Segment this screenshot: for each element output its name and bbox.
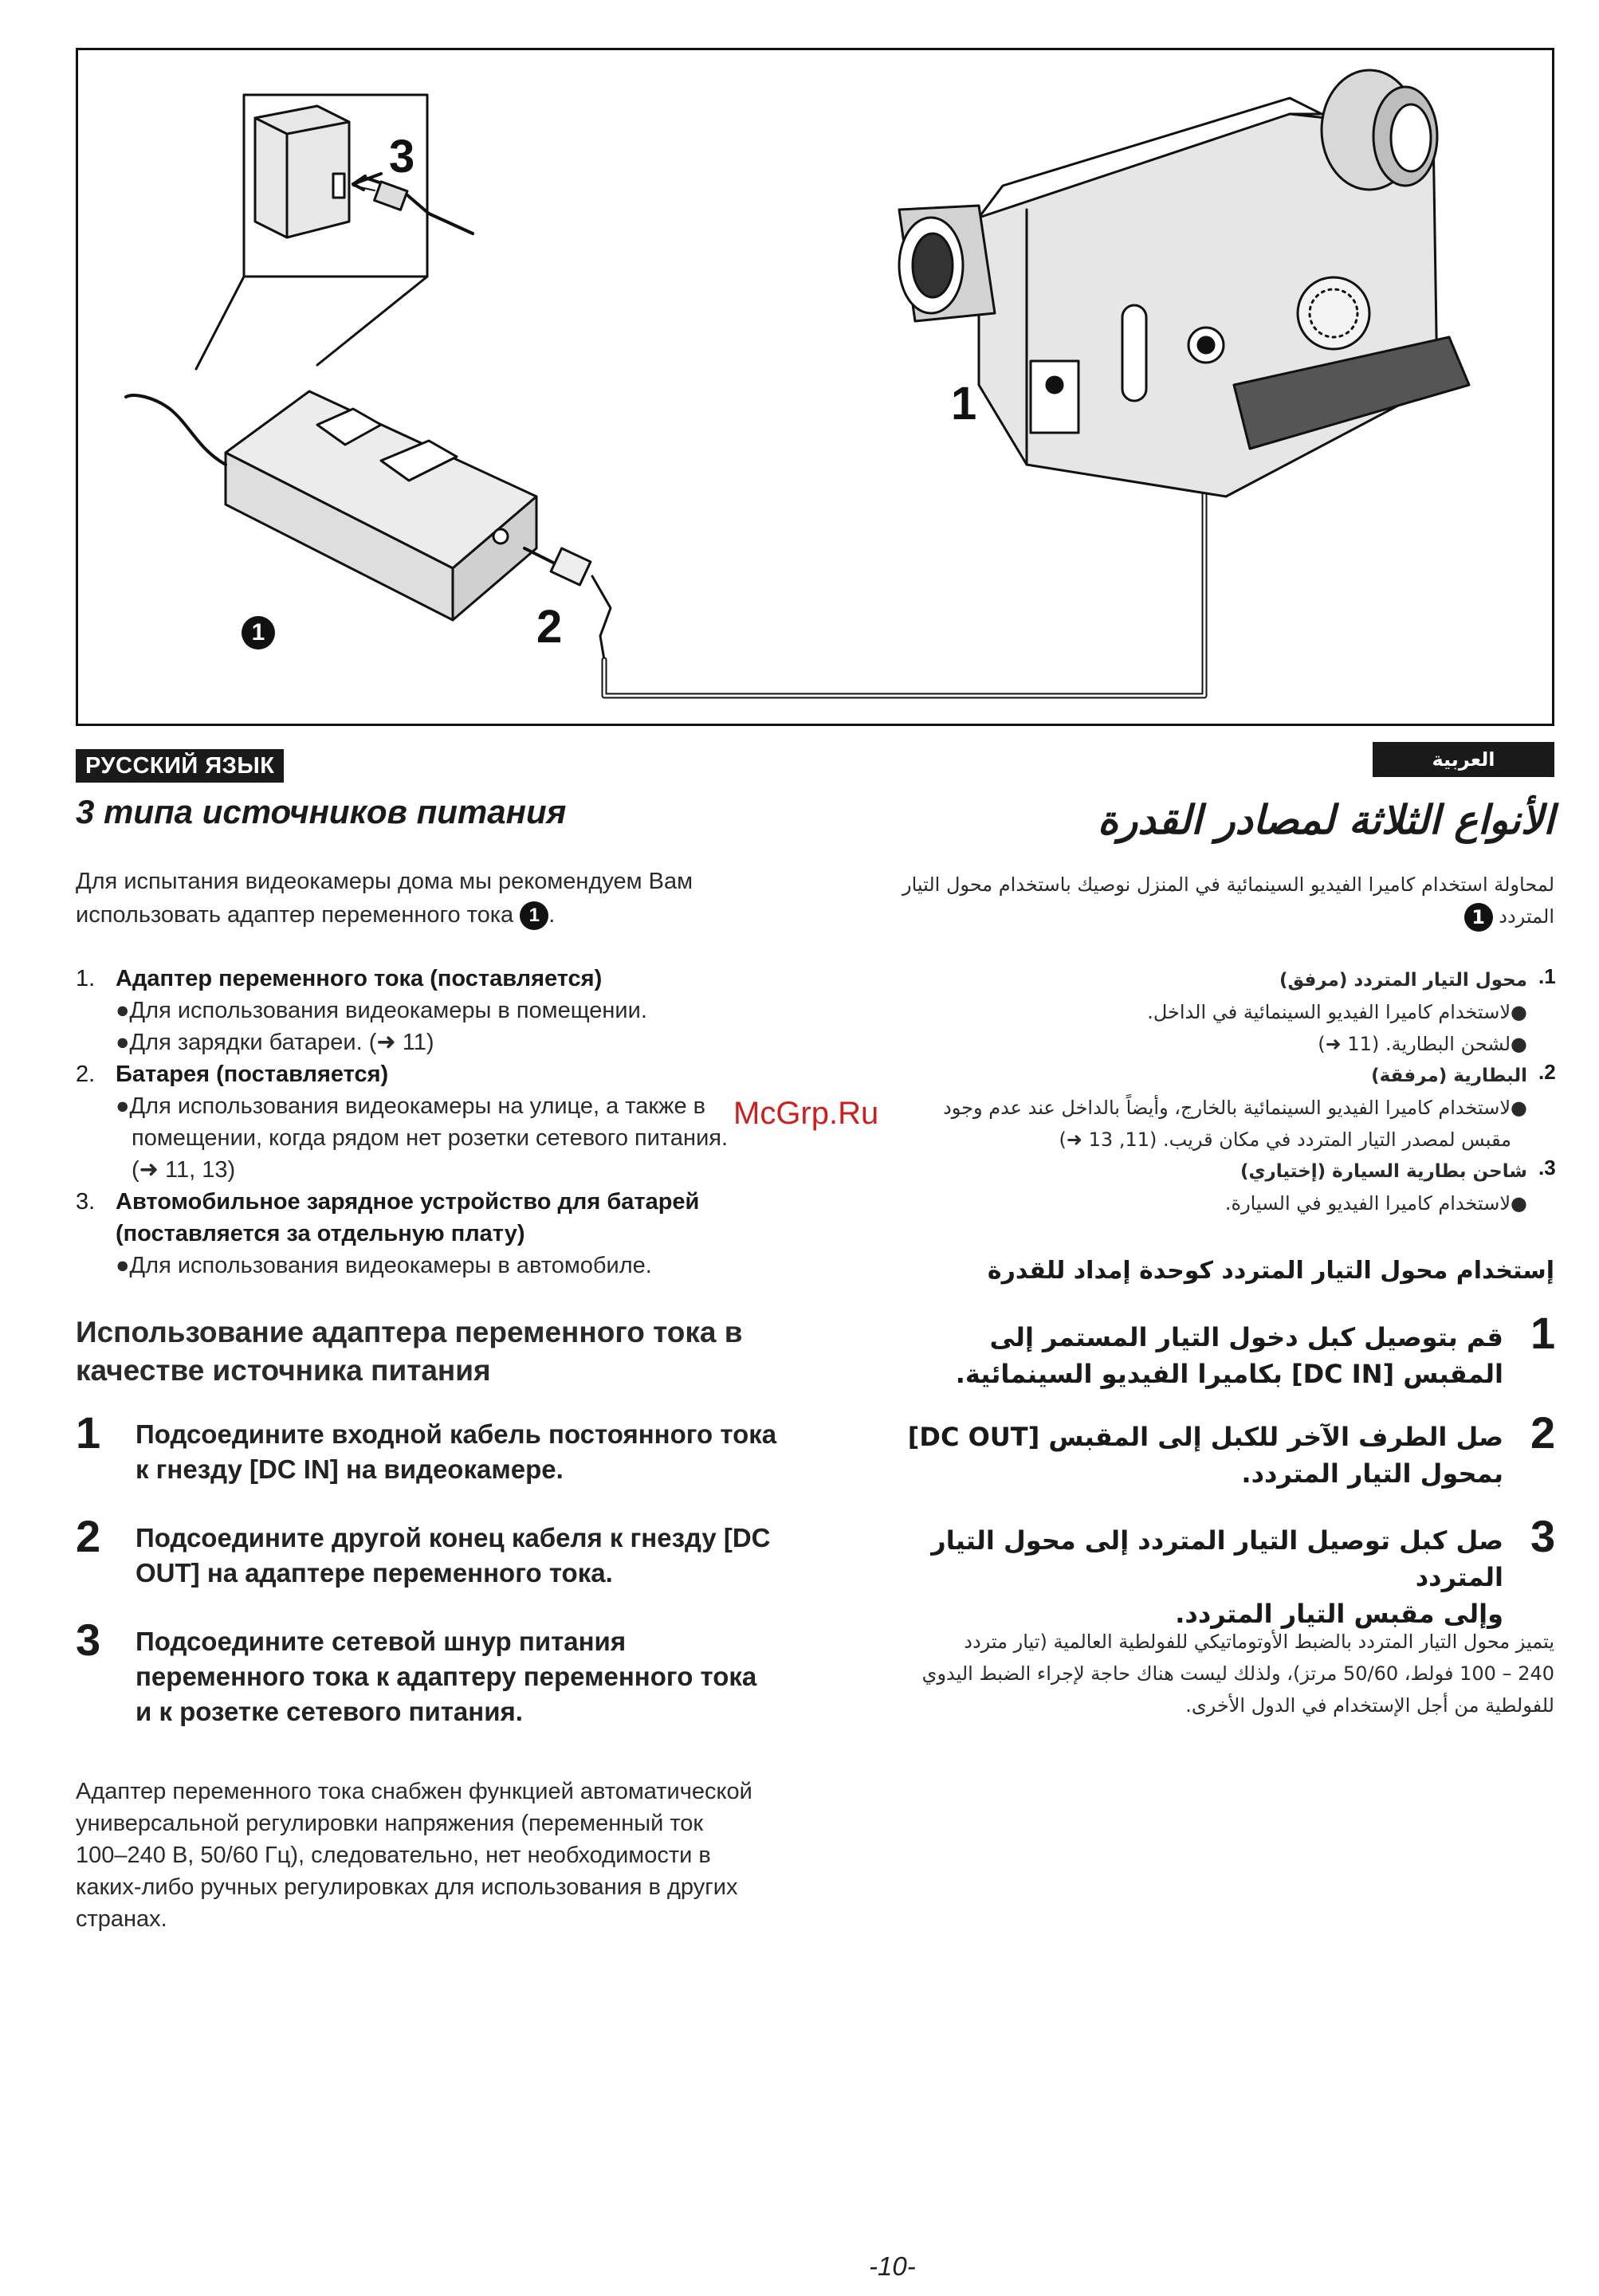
arabic-title: الأنواع الثلاثة لمصادر القدرة bbox=[1097, 797, 1554, 843]
illustration-frame bbox=[76, 48, 1554, 726]
arabic-list-number: .3 bbox=[1538, 1156, 1556, 1179]
arabic-intro: لمحاولة استخدام كاميرا الفيديو السينمائية في المنزل نوصيك باستخدام محول التيار المتردد 1 bbox=[901, 869, 1554, 932]
callout-2: 2 bbox=[536, 601, 563, 653]
list-bullet-ref: (➜ 11, 13) bbox=[132, 1157, 236, 1183]
arabic-list-number: .1 bbox=[1538, 964, 1556, 988]
callout-3: 3 bbox=[389, 131, 415, 183]
russian-note: Адаптер переменного тока снабжен функцией автоматической универсальной регулировки напряжения (переменный ток 100–240 В, 50/60 Гц), следовательно, нет необходимости в каких-либо ручных регулировках для использования в других странах. bbox=[76, 1779, 752, 1932]
list-bullet: ●Для использования видеокамеры в помещении. bbox=[116, 998, 647, 1023]
callout-1: 1 bbox=[951, 378, 977, 430]
intro-circle-number: 1 bbox=[520, 901, 548, 930]
russian-intro bbox=[76, 865, 873, 932]
list-heading: Адаптер переменного тока (поставляется) bbox=[116, 966, 603, 991]
arabic-list-heading: شاحن بطارية السيارة (إختياري) bbox=[1240, 1161, 1527, 1182]
list-bullet: ●Для зарядки батареи. (➜ 11) bbox=[116, 1030, 434, 1055]
russian-subheading: Использование адаптера переменного тока в качестве источника питания bbox=[76, 1316, 743, 1387]
russian-step-text: Подсоедините сетевой шнур питания переменного тока к адаптеру переменного тока и к розетке сетевого питания. bbox=[136, 1627, 757, 1726]
watermark: McGrp.Ru bbox=[733, 1096, 879, 1131]
power-connection-diagram bbox=[78, 50, 1552, 724]
intro-circle-number: 1 bbox=[1464, 903, 1493, 932]
arabic-list-heading: البطارية (مرفقة) bbox=[1371, 1066, 1527, 1086]
arabic-bullet: ●لشحن البطارية. (11 ➜) bbox=[1318, 1033, 1527, 1055]
russian-title: 3 типа источников питания bbox=[76, 793, 567, 830]
arabic-subheading: إستخدام محول التيار المتردد كوحدة إمداد للقدرة bbox=[987, 1257, 1554, 1285]
intro-line-2: использовать адаптер переменного тока 1 . bbox=[76, 898, 873, 932]
arabic-step-text: قم بتوصيل كبل دخول التيار المستمر إلى المقبس [DC IN] بكاميرا الفيديو السينمائية. bbox=[955, 1322, 1503, 1389]
list-heading: Автомобильное зарядное устройство для батарей bbox=[116, 1189, 700, 1215]
list-bullet: ●Для использования видеокамеры на улице, а также в bbox=[116, 1093, 706, 1119]
list-heading: Батарея (поставляется) bbox=[116, 1062, 389, 1087]
russian-step-number: 1 bbox=[76, 1407, 101, 1458]
arabic-bullet: ●لاستخدام كاميرا الفيديو السينمائية في الداخل. bbox=[1147, 1001, 1527, 1023]
list-heading-cont: (поставляется за отдельную плату) bbox=[116, 1221, 525, 1246]
russian-language-tab: РУССКИЙ ЯЗЫК bbox=[76, 749, 284, 783]
arabic-step-number: 2 bbox=[1530, 1407, 1556, 1458]
arabic-step-number: 3 bbox=[1530, 1511, 1556, 1561]
russian-step-number: 3 bbox=[76, 1615, 101, 1665]
arabic-step-text: صل الطرف الآخر للكبل إلى المقبس [DC OUT] بمحول التيار المتردد. bbox=[907, 1422, 1503, 1489]
callout-adapter: 1 bbox=[242, 616, 275, 650]
arabic-step-number: 1 bbox=[1530, 1308, 1556, 1358]
list-bullet-cont: помещении, когда рядом нет розетки сетевого питания. bbox=[132, 1125, 729, 1151]
arabic-list-number: .2 bbox=[1538, 1060, 1556, 1084]
russian-step-number: 2 bbox=[76, 1511, 101, 1561]
arabic-bullet: ●لاستخدام كاميرا الفيديو السينمائية بالخارج، وأيضاً بالداخل عند عدم وجود bbox=[943, 1097, 1527, 1119]
intro-line-1: Для испытания видеокамеры дома мы рекомендуем Вам bbox=[76, 869, 693, 894]
arabic-step-text: صل كبل توصيل التيار المتردد إلى محول التيار المتردد وإلى مقبس التيار المتردد. bbox=[931, 1525, 1503, 1629]
arabic-language-tab: العربية bbox=[1373, 742, 1554, 777]
arabic-bullet: ●لاستخدام كاميرا الفيديو في السيارة. bbox=[1224, 1192, 1527, 1215]
russian-step-text: Подсоедините входной кабель постоянного тока к гнезду [DC IN] на видеокамере. bbox=[136, 1419, 777, 1484]
russian-step-text: Подсоедините другой конец кабеля к гнезду [DC OUT] на адаптере переменного тока. bbox=[136, 1523, 771, 1588]
arabic-note: يتميز محول التيار المتردد بالضبط الأوتوماتيكي للفولطية العالمية (تيار متردد 240 – 100 فولط، 50/60 مرتز)، ولذلك ليست هناك حاجة لإجراء الضبط اليدوي للفولطية من أجل الإستخدام في الدول الأخرى. bbox=[921, 1631, 1554, 1717]
page-number: -10- bbox=[869, 2251, 916, 2281]
list-bullet: ●Для использования видеокамеры в автомобиле. bbox=[116, 1253, 652, 1278]
arabic-list-heading: محول التيار المتردد (مرفق) bbox=[1279, 970, 1527, 991]
arabic-bullet-cont: مقبس لمصدر التيار المتردد في مكان قريب. (11, 13 ➜) bbox=[1059, 1128, 1511, 1151]
